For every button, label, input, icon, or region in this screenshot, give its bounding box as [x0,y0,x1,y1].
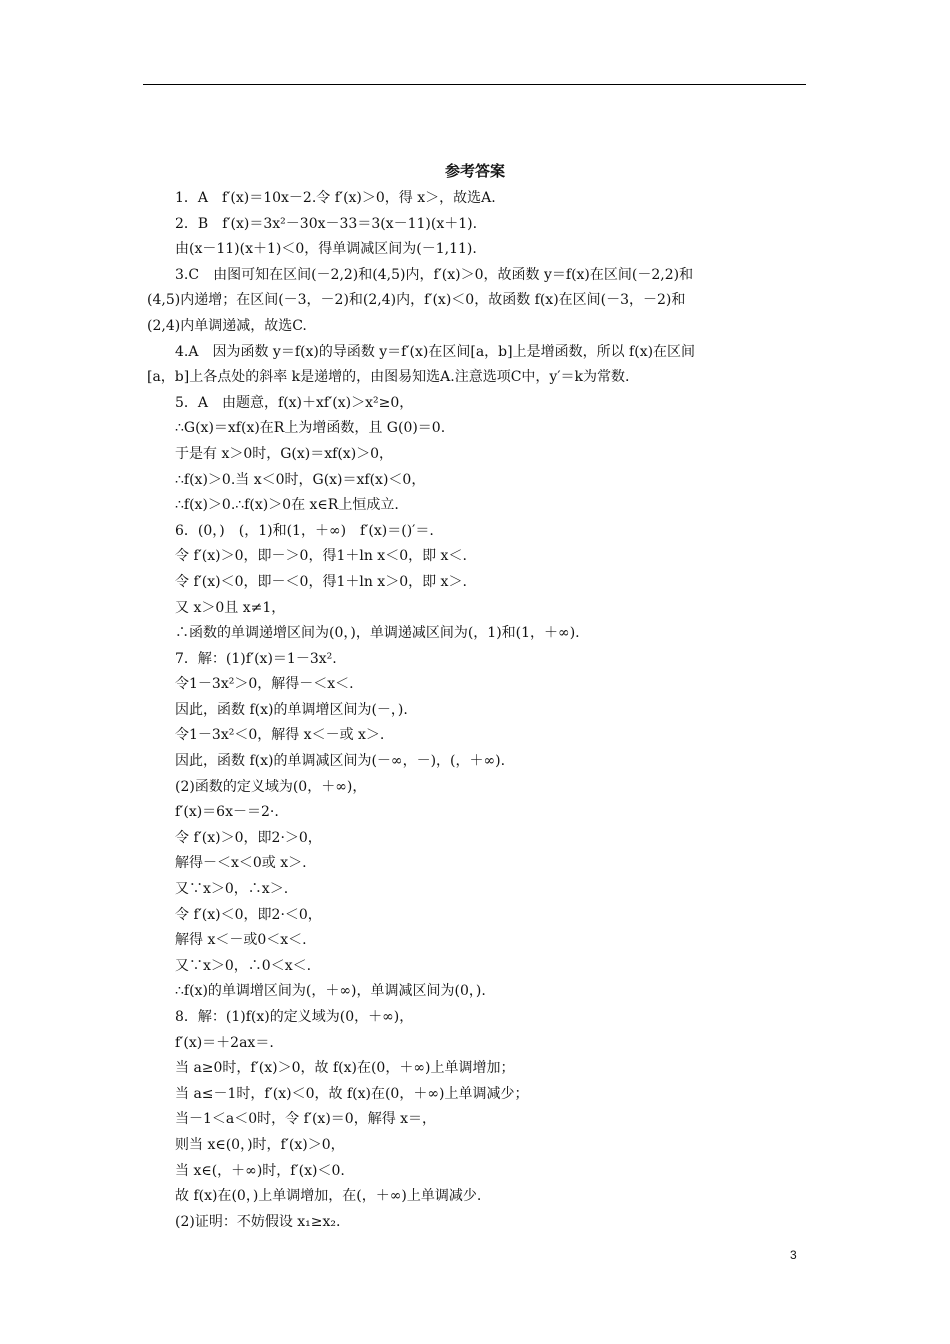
answer-line: 2．B f′(x)＝3x²－30x－33＝3(x－11)(x＋1). [175,215,478,232]
answer-line: 因此，函数 f(x)的单调减区间为(－∞，－)，(，＋∞). [175,753,506,770]
answer-line: 令 f′(x)＜0，即－＜0，得1＋ln x＞0，即 x＞. [175,573,467,590]
answer-body [147,186,809,1235]
answer-line: 于是有 x＞0时，G(x)＝xf(x)＞0， [175,445,394,462]
answer-line: 8．解：(1)f(x)的定义域为(0，＋∞)， [175,1009,414,1025]
answer-line: [a，b]上各点处的斜率 k是递增的，由图易知选A.注意选项C中，y′＝k为常数. [147,369,630,386]
answer-line: f′(x)＝6x－＝2·. [175,804,279,821]
answer-line: 解得－＜x＜0或 x＞. [175,855,307,872]
answer-line: 又∵x＞0，∴0＜x＜. [175,957,312,974]
answer-line: 又 x＞0且 x≠1， [175,599,286,616]
answer-line: ∴f(x)的单调增区间为(，＋∞)，单调减区间为(0，). [175,983,486,1000]
answer-line: (2)证明：不妨假设 x₁≥x₂. [175,1213,341,1230]
answer-line: 又∵x＞0，∴x＞. [175,881,289,898]
answer-line: 则当 x∈(0，)时，f′(x)＞0， [175,1136,345,1153]
answer-line: 令1－3x²＞0，解得－＜x＜. [175,676,354,693]
answer-line: 1．A f′(x)＝10x－2.令 f′(x)＞0，得 x＞，故选A. [175,190,496,206]
answer-line: (2)函数的定义域为(0，＋∞)， [175,778,367,795]
header-rule [143,84,806,85]
answer-line: 5．A 由题意，f(x)＋xf′(x)＞x²≥0， [175,394,414,411]
answer-line: 故 f(x)在(0，)上单调增加，在(，＋∞)上单调减少. [175,1188,482,1205]
answer-line: 当－1＜a＜0时，令 f′(x)＝0，解得 x＝， [175,1111,437,1128]
answer-line: 令 f′(x)＜0，即2·＜0， [175,906,322,923]
answer-line: 6．(0，) (，1)和(1，＋∞) f′(x)＝()′＝. [175,522,434,539]
answer-line: 当 a≥0时，f′(x)＞0，故 f(x)在(0，＋∞)上单调增加； [175,1060,515,1077]
answer-line: ∴函数的单调递增区间为(0，)，单调递减区间为(，1)和(1，＋∞). [175,625,580,642]
answer-line: 令 f′(x)＞0，即－＞0，得1＋ln x＜0，即 x＜. [175,548,467,565]
answer-line: 3.C 由图可知在区间(－2,2)和(4,5)内，f′(x)＞0，故函数 y＝f(x)在区间(－2,2)和 [175,266,694,283]
answer-line: 令1－3x²＜0，解得 x＜－或 x＞. [175,727,385,744]
answer-line: (4,5)内递增；在区间(－3，－2)和(2,4)内，f′(x)＜0，故函数 f(x)在区间(－3，－2)和 [147,292,686,309]
answer-line: ∴f(x)＞0.∴f(x)＞0在 x∈R上恒成立. [175,497,399,514]
answer-line: 7．解：(1)f′(x)＝1－3x². [175,650,337,667]
answer-line: ∴f(x)＞0.当 x＜0时，G(x)＝xf(x)＜0， [175,471,426,488]
answer-line: 因此，函数 f(x)的单调增区间为(－，). [175,701,408,718]
answer-line: ∴G(x)＝xf(x)在R上为增函数，且 G(0)＝0. [175,420,446,437]
answer-line: 令 f′(x)＞0，即2·＞0， [175,829,322,846]
answer-line: (2,4)内单调递减，故选C. [147,317,307,334]
answer-line: f′(x)＝＋2ax＝. [175,1034,274,1051]
answer-line: 当 x∈(，＋∞)时，f′(x)＜0. [175,1162,345,1179]
answer-line: 4.A 因为函数 y＝f(x)的导函数 y＝f′(x)在区间[a，b]上是增函数，所以 f(x)在区间 [175,343,696,360]
page-number: 3 [790,1248,797,1262]
answer-line: 由(x－11)(x＋1)＜0，得单调减区间为(－1,11). [175,241,477,258]
answer-line: 当 a≤－1时，f′(x)＜0，故 f(x)在(0，＋∞)上单调减少； [175,1085,529,1102]
page-title: 参考答案 [444,162,505,180]
answer-line: 解得 x＜－或0＜x＜. [175,932,307,949]
